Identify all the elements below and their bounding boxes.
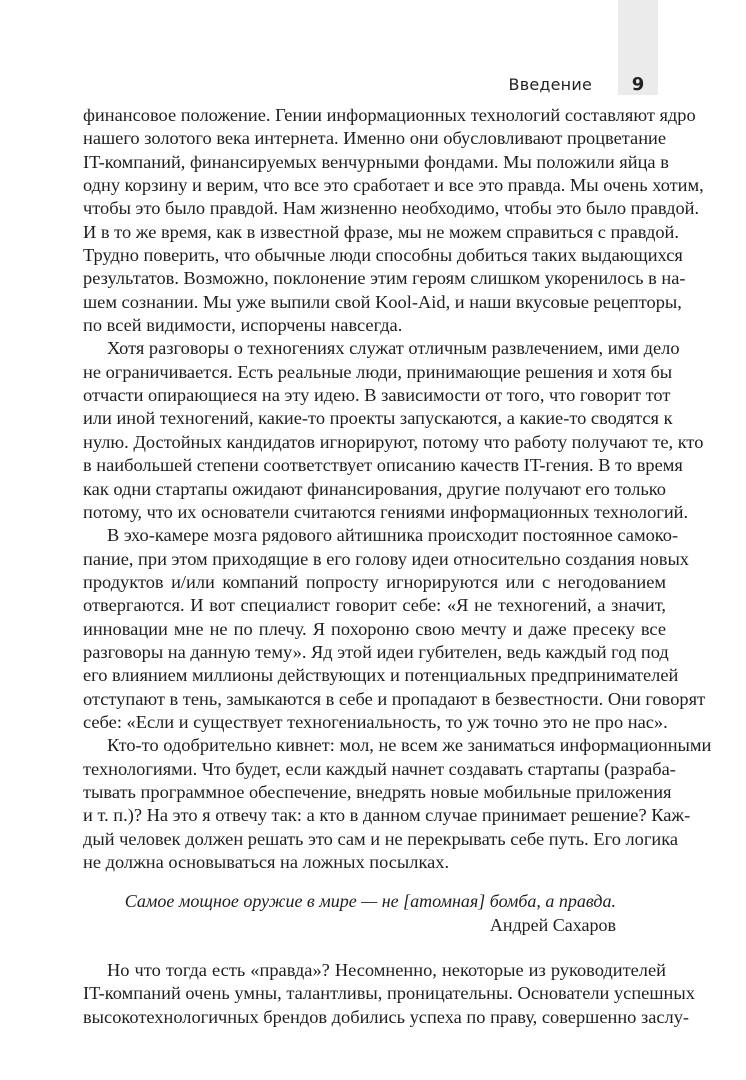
text-line: технологиями. Что будет, если каждый начнет создавать стартапы (разраба-	[83, 758, 676, 779]
page-number: 9	[631, 73, 645, 95]
text-line: отступают в тень, замыкаются в себе и пропадают в безвестности. Они говорят	[83, 688, 706, 709]
body-text	[83, 104, 712, 1029]
epigraph-author: Андрей Сахаров	[489, 914, 616, 935]
text-line: IT-компаний, финансируемых венчурными фондами. Мы положили яйца в	[83, 151, 669, 172]
text-line: нулю. Достойных кандидатов игнорируют, потому что работу получают те, кто	[83, 431, 704, 452]
epigraph-quote: Самое мощное оружие в мире — не [атомная] бомба, а правда.	[124, 891, 616, 912]
text-line: его влиянием миллионы действующих и потенциальных предпринимателей	[83, 665, 679, 686]
text-line: как одни стартапы ожидают финансирования, другие получают его только	[83, 478, 666, 499]
text-line: одну корзину и верим, что все это сработает и все это правда. Мы очень хотим,	[83, 175, 704, 196]
text-line: И в то же время, как в известной фразе, мы не можем справиться с правдой.	[83, 221, 679, 242]
text-line: инновации мне не по плечу. Я похороню свою мечту и даже пресеку все	[83, 618, 666, 639]
text-line: чтобы это было правдой. Нам жизненно необходимо, чтобы это было правдой.	[83, 198, 700, 219]
text-line: Но что тогда есть «правда»? Несомненно, некоторые из руководителей	[107, 960, 666, 981]
running-head	[509, 72, 658, 96]
text-line: себе: «Если и существует техногениальность, то уж точно это не про нас».	[83, 711, 668, 732]
text-line: результатов. Возможно, поклонение этим героям слишком укоренилось в на-	[83, 268, 686, 289]
text-line: тывать программное обеспечение, внедрять новые мобильные приложения	[83, 781, 672, 802]
text-line: финансовое положение. Гении информационных технологий составляют ядро	[83, 105, 696, 125]
text-line: не должна основываться на ложных посылках.	[83, 852, 450, 872]
text-line: В эхо-камере мозга рядового айтишника происходит постоянное самоко-	[107, 525, 679, 546]
text-line: IT-компаний очень умны, талантливы, проницательны. Основатели успешных	[83, 983, 695, 1004]
text-line: и т. п.)? На это я отвечу так: а кто в данном случае принимает решение? Каж-	[83, 805, 691, 826]
text-line: Трудно поверить, что обычные люди способны добиться таких выдающихся	[83, 245, 683, 266]
text-line: по всей видимости, испорчены навсегда.	[83, 315, 403, 336]
epigraph	[83, 890, 666, 937]
paragraph-2	[83, 337, 704, 524]
paragraph-5	[83, 959, 695, 1029]
text-line: не ограничивается. Есть реальные люди, принимающие решения и хотя бы	[83, 361, 673, 382]
paragraph-3	[83, 524, 706, 734]
text-line: дый человек должен решать это сам и не перекрывать себе путь. Его логика	[83, 828, 679, 849]
section-title: Введение	[508, 74, 592, 94]
text-line: продуктов и/или компаний попросту игнорируются или с негодованием	[83, 571, 666, 592]
text-line: отвергаются. И вот специалист говорит себе: «Я не техногений, а значит,	[83, 595, 666, 616]
text-line: шем сознании. Мы уже выпили свой Kool-Aid, и наши вкусовые рецепторы,	[83, 291, 682, 312]
paragraph-1	[83, 104, 704, 337]
text-line: Хотя разговоры о техногениях служат отличным развлечением, ими дело	[107, 338, 680, 359]
text-line: нашего золотого века интернета. Именно они обусловливают процветание	[83, 128, 667, 149]
text-line: в наибольшей степени соответствует описанию качеств IT-гения. В то время	[83, 455, 683, 476]
text-line: Кто-то одобрительно кивнет: мол, не всем же заниматься информационными	[107, 735, 712, 756]
text-line: пание, при этом приходящие в его голову идеи относительно создания новых	[83, 548, 689, 569]
text-line: отчасти опирающиеся на эту идею. В зависимости от того, что говорит тот	[83, 385, 671, 406]
paragraph-4	[83, 734, 712, 874]
text-line: высокотехнологичных брендов добились успеха по праву, совершенно заслу-	[83, 1006, 690, 1027]
text-line: или иной техногений, какие-то проекты запускаются, а какие-то сводятся к	[83, 408, 673, 429]
text-line: разговоры на данную тему». Яд этой идеи губителен, ведь каждый год под	[83, 641, 669, 662]
text-line: потому, что их основатели считаются гениями информационных технологий.	[83, 501, 689, 522]
